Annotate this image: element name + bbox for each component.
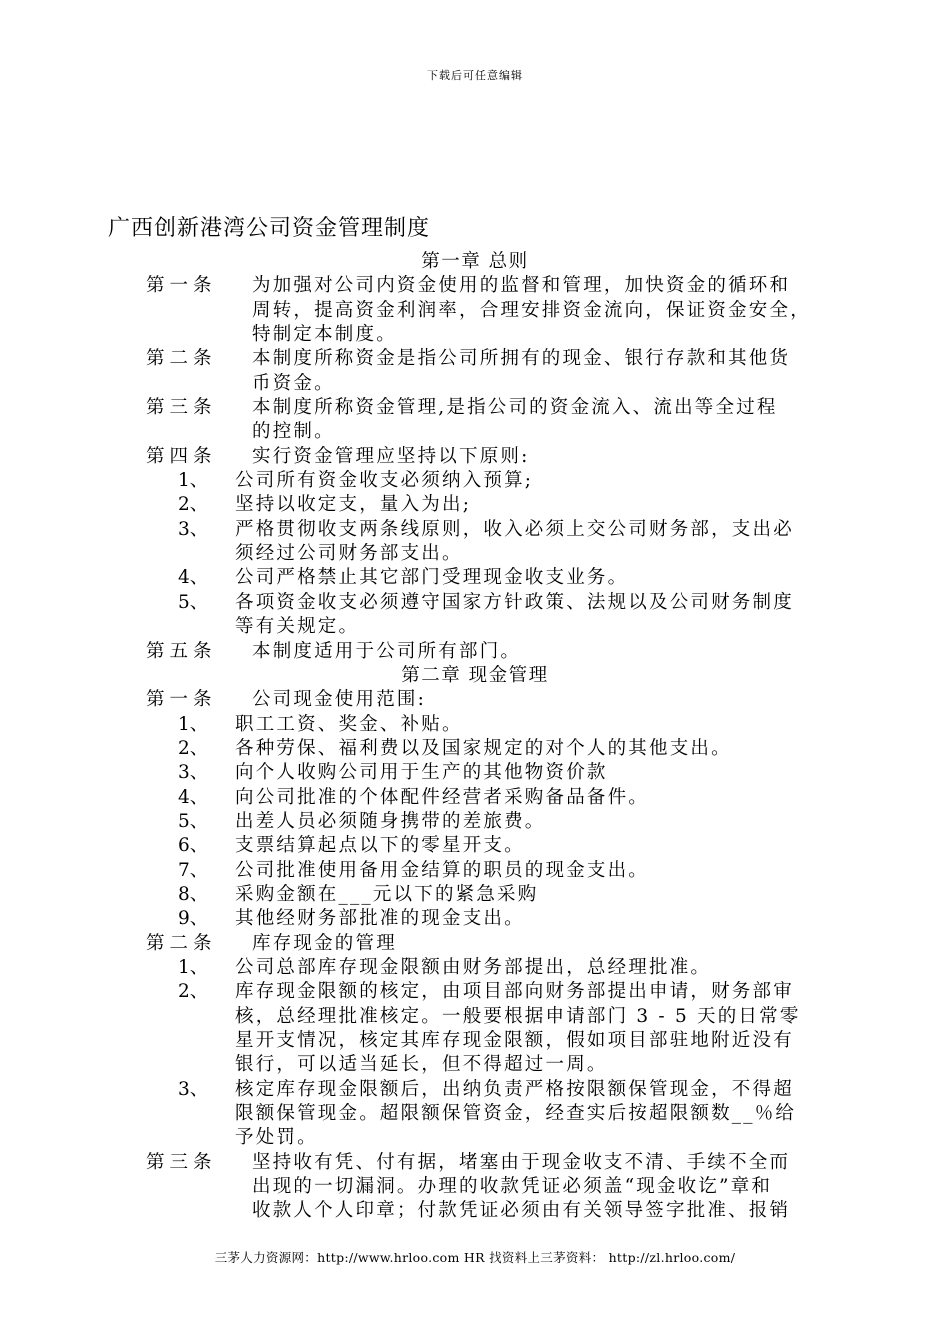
list-item-number: 9、 <box>178 908 209 930</box>
list-item-continuation <box>0 1102 950 1126</box>
chapter-heading-text: 第二章 现金管理 <box>401 664 549 686</box>
article-text: 币资金。 <box>252 372 335 394</box>
list-item-number: 1、 <box>178 470 209 492</box>
article-line <box>0 688 950 712</box>
list-item-text: 各种劳保、福利费以及国家规定的对个人的其他支出。 <box>235 737 732 759</box>
list-item-text: 各项资金收支必须遵守国家方针政策、法规以及公司财务制度 <box>235 591 794 613</box>
list-item-number: 2、 <box>178 981 209 1003</box>
list-item <box>0 591 950 615</box>
list-item-text: 限额保管现金。超限额保管资金，经查实后按超限额数__％给 <box>235 1103 797 1125</box>
chapter-heading-text: 第一章 总则 <box>421 251 529 272</box>
list-item-text: 星开支情况，核定其库存现金限额，假如项目部驻地附近没有 <box>235 1030 794 1051</box>
article-label: 第一条 <box>146 689 217 711</box>
list-item-continuation <box>0 1005 950 1029</box>
list-item-text: 库存现金限额的核定，由项目部向财务部提出申请，财务部审 <box>235 981 794 1003</box>
article-text: 出现的一切漏洞。办理的收款凭证必须盖“现金收讫”章和 <box>252 1176 773 1198</box>
list-item-text: 等有关规定。 <box>235 616 360 638</box>
list-item-text: 公司总部库存现金限额由财务部提出，总经理批准。 <box>235 956 712 978</box>
list-item <box>0 1078 950 1102</box>
list-item <box>0 883 950 907</box>
article-text: 坚持收有凭、付有据，堵塞由于现金收支不清、手续不全而 <box>252 1151 791 1173</box>
article-text: 的控制。 <box>252 421 335 443</box>
list-item-continuation <box>0 542 950 566</box>
article-continuation <box>0 323 950 347</box>
list-item-number: 8、 <box>178 883 209 905</box>
article-line <box>0 347 950 371</box>
list-item <box>0 810 950 834</box>
list-item-number: 2、 <box>178 737 209 759</box>
article-continuation <box>0 299 950 323</box>
article-continuation <box>0 372 950 396</box>
article-label: 第三条 <box>146 397 217 419</box>
list-item <box>0 566 950 590</box>
list-item-text: 核，总经理批准核定。一般要根据申请部门 3 - 5 天的日常零 <box>235 1005 801 1027</box>
article-label: 第五条 <box>146 640 217 662</box>
article-line <box>0 396 950 420</box>
article-line <box>0 932 950 956</box>
document-body <box>0 250 950 1224</box>
list-item <box>0 493 950 517</box>
list-item <box>0 518 950 542</box>
list-item-text: 支票结算起点以下的零星开支。 <box>235 835 525 857</box>
article-text: 公司现金使用范围: <box>252 689 427 711</box>
article-text: 周转，提高资金利润率，合理安排资金流向，保证资金安全， <box>252 299 811 321</box>
list-item <box>0 980 950 1004</box>
page-footer: 三茅人力资源网：http://www.hrloo.com HR 找资料上三茅资料： http://zl.hrloo.com/ <box>214 1250 736 1265</box>
list-item-number: 1、 <box>178 713 209 735</box>
article-line <box>0 1151 950 1175</box>
header-note: 下载后可任意编辑 <box>427 69 523 82</box>
article-text: 为加强对公司内资金使用的监督和管理，加快资金的循环和 <box>252 275 791 297</box>
list-item-number: 3、 <box>178 518 209 540</box>
list-item-text: 采购金额在___元以下的紧急采购 <box>235 883 539 905</box>
article-line <box>0 445 950 469</box>
article-continuation <box>0 1199 950 1223</box>
list-item <box>0 737 950 761</box>
article-text: 收款人个人印章；付款凭证必须由有关领导签字批准、报销 <box>252 1200 791 1222</box>
list-item-text: 公司严格禁止其它部门受理现金收支业务。 <box>235 567 629 589</box>
list-item-continuation <box>0 1053 950 1077</box>
list-item-number: 7、 <box>178 859 209 881</box>
list-item-text: 予处罚。 <box>235 1127 318 1149</box>
list-item-text: 公司所有资金收支必须纳入预算; <box>235 470 534 492</box>
list-item-number: 3、 <box>178 762 209 784</box>
list-item-number: 6、 <box>178 835 209 857</box>
chapter-heading <box>0 250 950 274</box>
list-item-text: 出差人员必须随身携带的差旅费。 <box>235 810 546 832</box>
list-item-continuation <box>0 1126 950 1150</box>
list-item-text: 须经过公司财务部支出。 <box>235 543 463 565</box>
list-item-number: 2、 <box>178 494 209 516</box>
list-item-continuation <box>0 615 950 639</box>
article-text: 本制度适用于公司所有部门。 <box>252 640 522 662</box>
article-text: 库存现金的管理 <box>252 932 397 954</box>
article-label: 第一条 <box>146 275 217 297</box>
list-item <box>0 956 950 980</box>
list-item-number: 5、 <box>178 591 209 613</box>
list-item-text: 向公司批准的个体配件经营者采购备品备件。 <box>235 786 650 808</box>
list-item <box>0 761 950 785</box>
article-label: 第四条 <box>146 445 217 467</box>
list-item-text: 向个人收购公司用于生产的其他物资价款 <box>235 762 608 784</box>
article-text: 特制定本制度。 <box>252 324 397 346</box>
article-label: 第二条 <box>146 348 217 370</box>
list-item-text: 严格贯彻收支两条线原则，收入必须上交公司财务部，支出必 <box>235 518 794 540</box>
list-item-number: 5、 <box>178 810 209 832</box>
article-text: 本制度所称资金管理,是指公司的资金流入、流出等全过程 <box>252 397 778 419</box>
list-item-text: 公司批准使用备用金结算的职员的现金支出。 <box>235 859 650 881</box>
article-line <box>0 274 950 298</box>
list-item-text: 核定库存现金限额后，出纳负责严格按限额保管现金，不得超 <box>235 1078 794 1100</box>
list-item-text: 职工工资、奖金、补贴。 <box>235 713 463 735</box>
list-item <box>0 834 950 858</box>
list-item-number: 4、 <box>178 567 209 589</box>
list-item <box>0 859 950 883</box>
chapter-heading <box>0 664 950 688</box>
list-item-continuation <box>0 1029 950 1053</box>
list-item-number: 1、 <box>178 956 209 978</box>
article-label: 第三条 <box>146 1151 217 1173</box>
list-item <box>0 786 950 810</box>
list-item-text: 坚持以收定支，量入为出; <box>235 494 472 516</box>
article-continuation <box>0 420 950 444</box>
list-item-number: 3、 <box>178 1078 209 1100</box>
list-item <box>0 469 950 493</box>
article-text: 本制度所称资金是指公司所拥有的现金、银行存款和其他货 <box>252 348 791 370</box>
list-item-text: 其他经财务部批准的现金支出。 <box>235 908 525 930</box>
article-label: 第二条 <box>146 932 217 954</box>
list-item-text: 银行，可以适当延长，但不得超过一周。 <box>235 1054 608 1076</box>
article-continuation <box>0 1175 950 1199</box>
document-title: 广西创新港湾公司资金管理制度 <box>108 216 431 241</box>
list-item-number: 4、 <box>178 786 209 808</box>
article-text: 实行资金管理应坚持以下原则: <box>252 445 530 467</box>
article-line <box>0 640 950 664</box>
list-item <box>0 907 950 931</box>
list-item <box>0 713 950 737</box>
